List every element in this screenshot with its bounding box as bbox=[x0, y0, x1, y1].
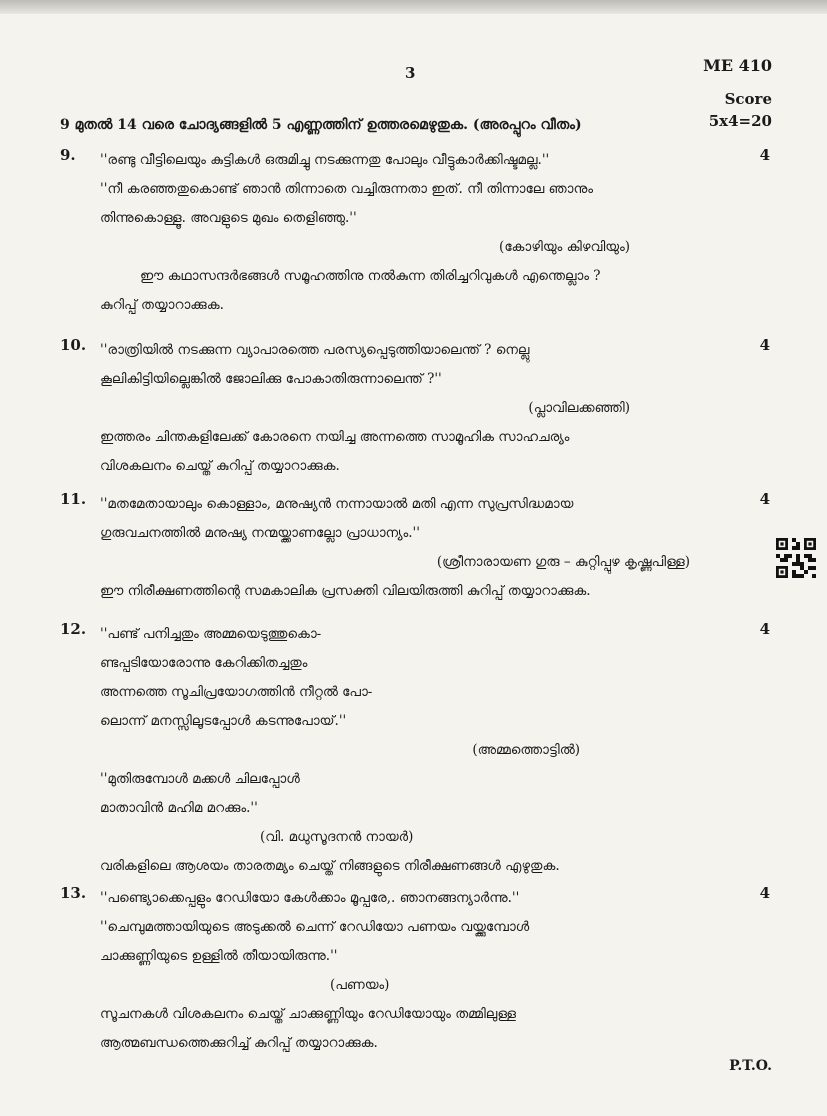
poem-line: ''മുതിരുമ്പോൾ മക്കൾ ചിലപ്പോൾ bbox=[100, 771, 300, 787]
question-number: 13. bbox=[60, 884, 87, 902]
poem-line: ണ്ടപ്പടിയോരോന്നു കേറിക്കിതച്ചതും bbox=[100, 655, 308, 671]
quote-line: ''നീ കരഞ്ഞതുകൊണ്ട് ഞാൻ തിന്നാതെ വച്ചിരുന്നതാ ഇത്. നീ തിന്നാലേ ഞാനും bbox=[100, 181, 594, 197]
question-13 bbox=[60, 884, 770, 1058]
page-number: 3 bbox=[405, 64, 416, 82]
task-line: ഇത്തരം ചിന്തകളിലേക്ക് കോരനെ നയിച്ച അന്നത്തെ സാമൂഹിക സാഹചര്യം bbox=[100, 429, 570, 445]
quote-line: ''രണ്ടു വീട്ടിലെയും കുട്ടികൾ ഒരുമിച്ചു നടക്കുന്നതു പോലും വീട്ടുകാർക്കിഷ്ടമല്ല.'' bbox=[100, 152, 550, 168]
question-number: 10. bbox=[60, 336, 87, 354]
task-line: ഈ കഥാസന്ദർഭങ്ങൾ സമൂഹത്തിനു നൽകുന്ന തിരിച്ചറിവുകൾ എന്തെല്ലാം ? bbox=[140, 268, 601, 284]
question-number: 9. bbox=[60, 146, 76, 164]
quote-source: (പ്ലാവിലക്കഞ്ഞി) bbox=[528, 400, 630, 416]
qr-code-icon bbox=[776, 538, 816, 578]
quote-source: (പണയം) bbox=[330, 977, 390, 993]
page-top-edge bbox=[0, 0, 827, 14]
task-line: ആത്മബന്ധത്തെക്കുറിച്ച് കുറിപ്പ് തയ്യാറാക്കുക. bbox=[100, 1035, 378, 1051]
question-score: 4 bbox=[759, 336, 770, 354]
task-line: വിശകലനം ചെയ്ത് കുറിപ്പ് തയ്യാറാക്കുക. bbox=[100, 458, 340, 474]
question-11 bbox=[60, 490, 770, 606]
poem-line: മാതാവിൻ മഹിമ മറക്കും.'' bbox=[100, 800, 258, 816]
poem-line: ''പണ്ട് പനിച്ചതും അമ്മയെടുത്തുകൊ- bbox=[100, 626, 322, 642]
quote-line: തിന്നുകൊള്ളൂ. അവളുടെ മുഖം തെളിഞ്ഞു.'' bbox=[100, 210, 357, 226]
quote-line: ''രാത്രിയിൽ നടക്കുന്ന വ്യാപാരത്തെ പരസ്യപ്പെടുത്തിയാലെന്ത് ? നെല്ലു bbox=[100, 342, 530, 358]
question-9 bbox=[60, 146, 770, 320]
question-number: 12. bbox=[60, 620, 87, 638]
paper-code: ME 410 bbox=[703, 56, 772, 75]
section-total-score: 5x4=20 bbox=[708, 112, 772, 130]
quote-line: ''മതമേതായാലും കൊള്ളാം, മനുഷ്യൻ നന്നായാൽ മതി എന്ന സുപ്രസിദ്ധമായ bbox=[100, 496, 574, 512]
quote-line: കൂലികിട്ടിയില്ലെങ്കിൽ ജോലിക്കു പോകാതിരുന്നാലെന്ത് ?'' bbox=[100, 371, 442, 387]
quote-line: ഗുരുവചനത്തിൽ മനുഷ്യ നന്മയ്ക്കാണല്ലോ പ്രാധാന്യം.'' bbox=[100, 525, 420, 541]
quote-source: (കോഴിയും കിഴവിയും) bbox=[499, 239, 630, 255]
task-line: ഈ നിരീക്ഷണത്തിന്റെ സമകാലിക പ്രസക്തി വിലയിരുത്തി കുറിപ്പ് തയ്യാറാക്കുക. bbox=[100, 583, 591, 599]
question-score: 4 bbox=[759, 490, 770, 508]
please-turn-over: P.T.O. bbox=[729, 1058, 772, 1074]
poem-line: ലൊന്ന് മനസ്സിലൂടപ്പോൾ കടന്നുപോയ്.'' bbox=[100, 713, 347, 729]
score-heading: Score bbox=[724, 90, 772, 108]
task-line: സൂചനകൾ വിശകലനം ചെയ്ത് ചാക്കുണ്ണിയും റേഡിയോയും തമ്മിലുള്ള bbox=[100, 1006, 516, 1022]
poem-source: (വി. മധുസൂദനൻ നായർ) bbox=[260, 829, 414, 845]
poem-source: (അമ്മത്തൊട്ടിൽ) bbox=[472, 742, 580, 758]
poem-line: അന്നത്തെ സൂചിപ്രയോഗത്തിൻ നീറ്റൽ പോ- bbox=[100, 684, 373, 700]
quote-line: ''ചെമ്പുമത്തായിയുടെ അടുക്കൽ ചെന്ന് റേഡിയോ പണയം വയ്ക്കുമ്പോൾ bbox=[100, 919, 530, 935]
question-score: 4 bbox=[759, 146, 770, 164]
task-line: കുറിപ്പ് തയ്യാറാക്കുക. bbox=[100, 297, 224, 313]
task-line: വരികളിലെ ആശയം താരതമ്യം ചെയ്ത് നിങ്ങളുടെ നിരീക്ഷണങ്ങൾ എഴുതുക. bbox=[100, 858, 560, 874]
question-number: 11. bbox=[60, 490, 87, 508]
question-score: 4 bbox=[759, 884, 770, 902]
quote-line: ''പണ്ട്യൊക്കെപ്പളും റേഡിയോ കേൾക്കാം മൂപ്പരേ,. ഞാനങ്ങന്യാർന്നു.'' bbox=[100, 890, 520, 906]
question-10 bbox=[60, 336, 770, 481]
question-12 bbox=[60, 620, 770, 881]
question-score: 4 bbox=[759, 620, 770, 638]
quote-source: (ശ്രീനാരായണ ഗുരു – കുറ്റിപ്പുഴ കൃഷ്ണപിള്ള) bbox=[436, 554, 690, 570]
quote-line: ചാക്കുണ്ണിയുടെ ഉള്ളിൽ തീയായിരുന്നു.'' bbox=[100, 948, 338, 964]
section-instruction: 9 മുതൽ 14 വരെ ചോദ്യങ്ങളിൽ 5 എണ്ണത്തിന് ഉത്തരമെഴുതുക. (അരപ്പുറം വീതം) bbox=[60, 117, 582, 133]
